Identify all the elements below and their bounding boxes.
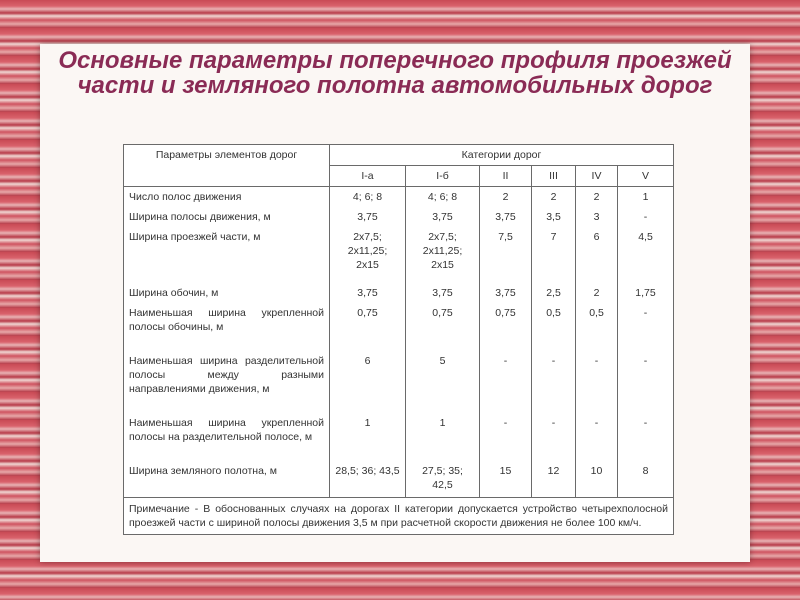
value-cell: 2x7,5; 2x11,25; 2x15 — [406, 227, 480, 283]
value-cell: 0,5 — [576, 303, 618, 351]
slide-title: Основные параметры поперечного профиля проезжей части и земляного полотна автомобильных дорог — [58, 47, 732, 99]
param-cell: Наименьшая ширина разделительной полосы между разными направлениями движения, м — [124, 351, 330, 413]
value-cell: 0,75 — [406, 303, 480, 351]
value-cell: 7 — [532, 227, 576, 283]
parameters-table-container — [123, 144, 673, 534]
value-cell: 2 — [480, 187, 532, 208]
param-cell: Ширина полосы движения, м — [124, 207, 330, 227]
table-row — [124, 303, 674, 351]
value-cell: 27,5; 35; 42,5 — [406, 461, 480, 497]
param-cell: Число полос движения — [124, 187, 330, 208]
category-header: I-б — [406, 166, 480, 187]
value-cell: 10 — [576, 461, 618, 497]
value-cell: - — [532, 351, 576, 413]
category-header: IV — [576, 166, 618, 187]
value-cell: 1,75 — [618, 283, 674, 303]
category-header: II — [480, 166, 532, 187]
value-cell: 0,5 — [532, 303, 576, 351]
table-row — [124, 413, 674, 461]
value-cell: 3,75 — [480, 207, 532, 227]
param-cell: Наименьшая ширина укрепленной полосы на разделительной полосе, м — [124, 413, 330, 461]
value-cell: - — [618, 413, 674, 461]
value-cell: 4; 6; 8 — [330, 187, 406, 208]
param-cell: Ширина земляного полотна, м — [124, 461, 330, 497]
table-row — [124, 351, 674, 413]
value-cell: - — [532, 413, 576, 461]
value-cell: - — [480, 413, 532, 461]
category-header: III — [532, 166, 576, 187]
value-cell: 1 — [330, 413, 406, 461]
value-cell: - — [618, 351, 674, 413]
table-row — [124, 461, 674, 497]
table-note-row — [124, 497, 674, 534]
value-cell: 3 — [576, 207, 618, 227]
value-cell: 2x7,5; 2x11,25; 2x15 — [330, 227, 406, 283]
value-cell: - — [618, 303, 674, 351]
table-row — [124, 187, 674, 208]
value-cell: - — [576, 413, 618, 461]
parameters-table — [123, 144, 674, 535]
value-cell: 4; 6; 8 — [406, 187, 480, 208]
table-row — [124, 207, 674, 227]
value-cell: 5 — [406, 351, 480, 413]
param-cell: Наименьшая ширина укрепленной полосы обочины, м — [124, 303, 330, 351]
value-cell: 0,75 — [480, 303, 532, 351]
category-header: V — [618, 166, 674, 187]
value-cell: 6 — [576, 227, 618, 283]
value-cell: 2 — [576, 187, 618, 208]
categories-header: Категории дорог — [330, 145, 674, 166]
table-note: Примечание - В обоснованных случаях на дорогах II категории допускается устройство четырехполосной проезжей части с шириной полосы движения 3,5 м при расчетной скорости движения не более 100 км/ч. — [124, 497, 674, 534]
value-cell: 3,75 — [480, 283, 532, 303]
value-cell: 12 — [532, 461, 576, 497]
value-cell: 3,75 — [406, 207, 480, 227]
category-header: I-а — [330, 166, 406, 187]
content-card — [40, 44, 750, 562]
value-cell: 2 — [576, 283, 618, 303]
value-cell: 4,5 — [618, 227, 674, 283]
table-row — [124, 227, 674, 283]
value-cell: 8 — [618, 461, 674, 497]
value-cell: 1 — [618, 187, 674, 208]
param-cell: Ширина обочин, м — [124, 283, 330, 303]
value-cell: 3,75 — [330, 283, 406, 303]
value-cell: 3,75 — [406, 283, 480, 303]
value-cell: 3,5 — [532, 207, 576, 227]
value-cell: - — [618, 207, 674, 227]
value-cell: 1 — [406, 413, 480, 461]
param-header: Параметры элементов дорог — [124, 145, 330, 187]
value-cell: 0,75 — [330, 303, 406, 351]
param-cell: Ширина проезжей части, м — [124, 227, 330, 283]
value-cell: 3,75 — [330, 207, 406, 227]
value-cell: - — [480, 351, 532, 413]
value-cell: 28,5; 36; 43,5 — [330, 461, 406, 497]
value-cell: 6 — [330, 351, 406, 413]
value-cell: 2,5 — [532, 283, 576, 303]
value-cell: - — [576, 351, 618, 413]
value-cell: 7,5 — [480, 227, 532, 283]
value-cell: 15 — [480, 461, 532, 497]
value-cell: 2 — [532, 187, 576, 208]
table-row — [124, 283, 674, 303]
